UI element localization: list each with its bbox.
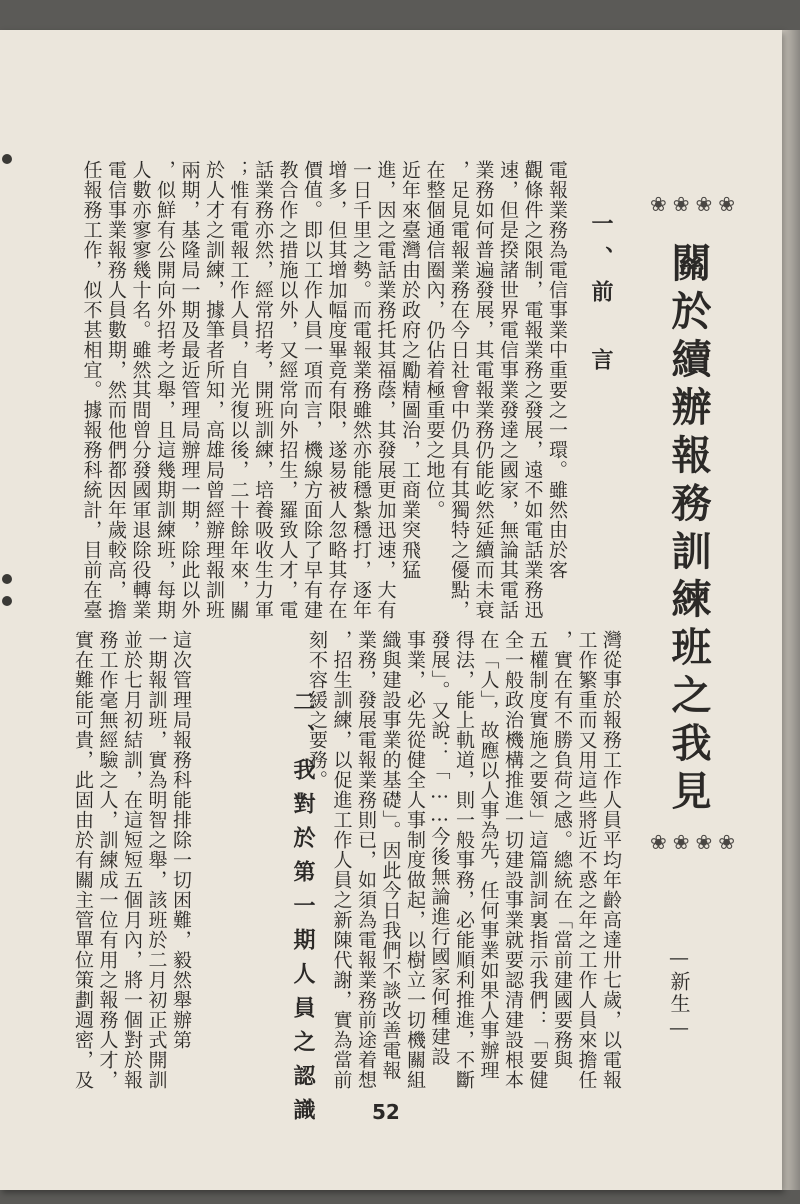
text-column: 價值。即以工作人員一項而言，機線方面除了早有建: [301, 160, 323, 620]
text-column: 任報務工作，似不甚相宜。據報務科統計，目前在臺: [80, 160, 103, 620]
text-column: 業務，發展電報業務則已，如須為電報業務前途着想: [355, 630, 377, 1090]
text-column: 實在難能可貴，此固由於有關主管單位策劃週密，及: [72, 630, 94, 1090]
text-column: 於人才之訓練，據筆者所知，高雄局曾經辦理報訓班: [203, 160, 225, 620]
text-column: 並於七月初結訓，在這短短五個月內，將一個對於報: [121, 630, 143, 1090]
article-title: 關於續辦報務訓練班之我見: [665, 242, 712, 818]
text-column: 事業，必先從健全人事制度做起，以樹立一切機關組: [404, 630, 426, 1090]
text-column: 灣從事於報務工作人員平均年齡高達卅七歲，以電報: [600, 630, 622, 1090]
ornament-top: ❀❀❀❀: [650, 192, 742, 216]
text-column: 這次管理局報務科能排除一切困難，毅然舉辦第: [170, 630, 192, 1050]
section1-heading: 一、前 言: [588, 212, 614, 382]
page-number: 52: [372, 1100, 400, 1124]
page-edge-shadow: [782, 30, 800, 1190]
text-column: 全一般政治機構推進一切建設事業就要認清建設根本: [502, 630, 524, 1090]
section1-body: [60, 160, 620, 620]
ornament-bottom: ❀❀❀❀: [650, 830, 742, 854]
text-column: 近年來臺灣由於政府之勵精圖治，工商業突飛猛: [399, 160, 421, 580]
text-column: 教合作之措施以外，又經常向外招生，羅致人才，電: [276, 160, 299, 620]
article-author: —新生—: [667, 945, 691, 1041]
text-column: 刻不容緩之要務。: [306, 630, 328, 790]
text-column: 人數亦寥寥幾十名。雖然其間曾分發國軍退除役轉業: [129, 160, 152, 620]
text-column: 在整個通信圈內，仍佔着極重要之地位。: [423, 160, 446, 520]
text-column: 織與建設事業的基礎」。因此今日我們不談改善電報: [379, 630, 402, 1081]
text-column: ，實在有不勝負荷之感。總統在「當前建國要務與: [551, 630, 573, 1070]
text-column: 務工作毫無經驗之人，訓練成一位有用之報務人才，: [96, 630, 119, 1090]
text-column: 增多，但其增加幅度畢竟有限，遂易被人忽略其存在: [325, 160, 348, 620]
punch-hole: [2, 154, 12, 164]
text-column: 兩期，基隆局一期及最近管理局辦理一期，除此以外: [178, 160, 201, 620]
text-column: 進，因之電話業務托其福蔭，其發展更加迅速，大有: [374, 160, 397, 620]
text-column: ；惟有電報工作人員，自光復以後，二十餘年來，關: [227, 160, 250, 620]
text-column: 話業務亦然，經常招考，開班訓練，培養吸收生力軍: [252, 160, 274, 620]
text-column: 觀條件之限制，電報業務之發展，遠不如電話業務迅: [521, 160, 544, 620]
text-column: 電報業務為電信事業中重要之一環。雖然由於客: [546, 160, 568, 580]
text-column: 一日千里之勢。而電報業務雖然亦能穩紮穩打，逐年: [350, 160, 372, 620]
text-column: ，招生訓練，以促進工作人員之新陳代謝，實為當前: [330, 630, 353, 1090]
text-column: 一期報訓班，實為明智之舉，該班於二月初正式開訓: [145, 630, 168, 1090]
text-column: 速，但是揆諸世界電信事業發達之國家，無論其電話: [497, 160, 519, 620]
punch-hole: [2, 596, 12, 606]
text-column: ，足見電報業務在今日社會中仍具有其獨特之優點，: [448, 160, 470, 620]
section2-heading: 二、我對於第一期人員之認識: [290, 690, 316, 1132]
text-column: 得法，能上軌道，則一般事務，必能順利推進，不斷: [453, 630, 475, 1090]
text-column: 電信事業報務人員數期，然而他們都因年歲較高，擔: [105, 160, 127, 620]
text-column: 工作繁重而又用這些將近不惑之年之工作人員來擔任: [575, 630, 598, 1090]
text-column: 五權制度實施之要領」這篇訓詞裏指示我們：「要健: [526, 630, 549, 1090]
text-column: ，似鮮有公開向外招考之舉，且這幾期訓練班，每期: [154, 160, 176, 620]
punch-hole: [2, 574, 12, 584]
text-column: 在「人」，故應以人事為先，任何事業如果人事辦理: [477, 630, 500, 1081]
text-column: 發展」。又說：「……今後無論進行國家何種建設: [428, 630, 451, 1067]
text-column: 業務如何普遍發展，其電報業務仍能屹然延續而未衰: [472, 160, 495, 620]
